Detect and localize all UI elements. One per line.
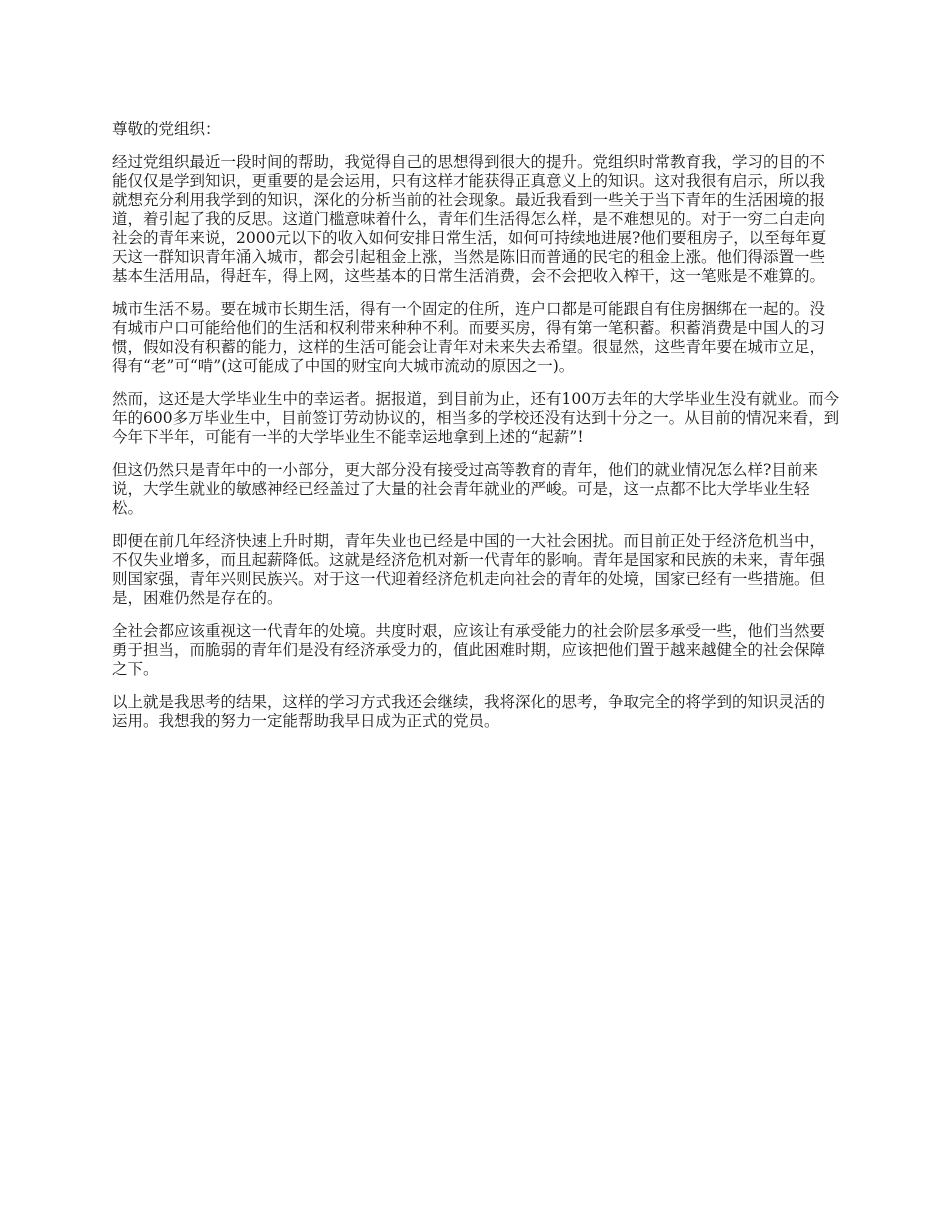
paragraph-1: 经过党组织最近一段时间的帮助，我觉得自己的思想得到很大的提升。党组织时常教育我，学习的目的不能仅仅是学到知识，更重要的是会运用，只有这样才能获得正真意义上的知识。这对我很有启示，所以我就想充分利用我学到的知识，深化的分析当前的社会现象。最近我看到一些关于当下青年的生活困境的报道，着引起了我的反思。这道门槛意味着什么，青年们生活得怎么样，是不难想见的。对于一穷二白走向社会的青年来说，2000元以下的收入如何安排日常生活，如何可持续地进展?他们要租房子，以至每年夏天这一群知识青年涌入城市，都会引起租金上涨，当然是陈旧而普通的民宅的租金上涨。他们得添置一些基本生活用品，得赶车，得上网，这些基本的日常生活消费，会不会把收入榨干，这一笔账是不难算的。: [112, 153, 827, 285]
document-body: [112, 120, 840, 745]
paragraph-3: 然而，这还是大学毕业生中的幸运者。据报道，到目前为止，还有100万去年的大学毕业生没有就业。而今年的600多万毕业生中，目前签订劳动协议的，相当多的学校还没有达到十分之一。从目前的情况来看，到今年下半年，可能有一半的大学毕业生不能幸运地拿到上述的“起薪”!: [112, 390, 840, 446]
paragraph-7: 以上就是我思考的结果，这样的学习方式我还会继续，我将深化的思考，争取完全的将学到的知识灵活的运用。我想我的努力一定能帮助我早日成为正式的党员。: [112, 693, 826, 730]
paragraph-6: 全社会都应该重视这一代青年的处境。共度时艰，应该让有承受能力的社会阶层多承受一些，他们当然要勇于担当，而脆弱的青年们是没有经济承受力的，值此困难时期，应该把他们置于越来越健全的社会保障之下。: [112, 622, 826, 678]
paragraph-5: 即便在前几年经济快速上升时期，青年失业也已经是中国的一大社会困扰。而目前正处于经济危机当中，不仅失业增多，而且起薪降低。这就是经济危机对新一代青年的影响。青年是国家和民族的未来，青年强则国家强，青年兴则民族兴。对于这一代迎着经济危机走向社会的青年的处境，国家已经有一些措施。但是，困难仍然是存在的。: [112, 532, 826, 607]
paragraph-4: 但这仍然只是青年中的一小部分，更大部分没有接受过高等教育的青年，他们的就业情况怎么样?目前来说，大学生就业的敏感神经已经盖过了大量的社会青年就业的严峻。可是，这一点都不比大学毕业生轻松。: [112, 461, 818, 517]
salutation: 尊敬的党组织：: [112, 120, 221, 138]
paragraph-2: 城市生活不易。要在城市长期生活，得有一个固定的住所，连户口都是可能跟自有住房捆绑在一起的。没有城市户口可能给他们的生活和权利带来种种不利。而要买房，得有第一笔积蓄。积蓄消费是中国人的习惯，假如没有积蓄的能力，这样的生活可能会让青年对未来失去希望。很显然，这些青年要在城市立足，得有“老”可“啃”(这可能成了中国的财宝向大城市流动的原因之一)。: [112, 300, 826, 375]
